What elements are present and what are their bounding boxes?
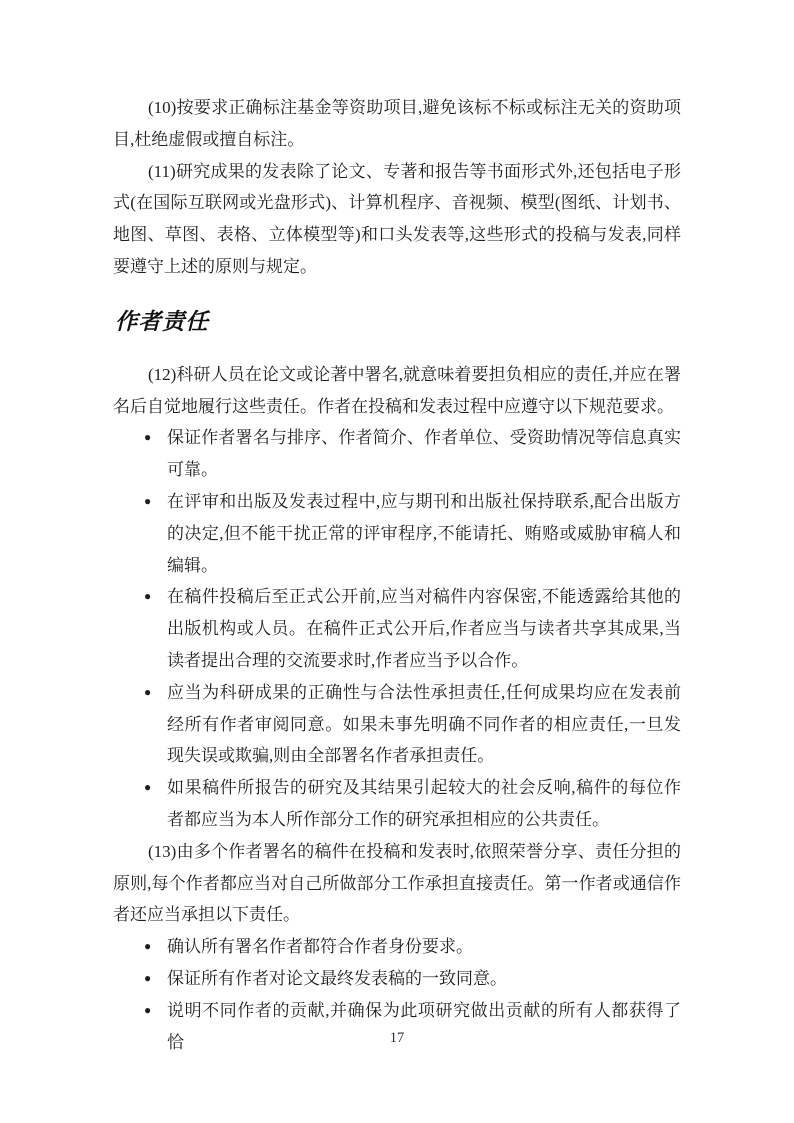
list-item-text: 如果稿件所报告的研究及其结果引起较大的社会反响,稿件的每位作者都应当为本人所作部分工作的研究承担相应的公共责任。 xyxy=(167,778,681,829)
list-item xyxy=(113,677,681,772)
page-number: 17 xyxy=(389,1030,405,1046)
list-item-text: 保证作者署名与排序、作者简介、作者单位、受资助情况等信息真实可靠。 xyxy=(167,428,681,480)
bullet-icon: ● xyxy=(144,939,152,954)
list-item-text: 应当为科研成果的正确性与合法性承担责任,任何成果均应在发表前经所有作者审阅同意。如果未事先明确不同作者的相应责任,一旦发现失误或欺骗,则由全部署名作者承担责任。 xyxy=(167,682,681,766)
section-heading-author-responsibility: 作者责任 xyxy=(115,308,210,334)
bullet-icon: ● xyxy=(144,493,152,508)
author-responsibility-bullet-list xyxy=(113,422,681,835)
paragraph-13: (13)由多个作者署名的稿件在投稿和发表时,依照荣誉分享、责任分担的原则,每个作者都应当对自己所做部分工作承担直接责任。第一作者或通信作者还应当承担以下责任。 xyxy=(113,841,681,925)
list-item-text: 在稿件投稿后至正式公开前,应当对稿件内容保密,不能透露给其他的出版机构或人员。在稿件正式公开后,作者应当与读者共享其成果,当读者提出合理的交流要求时,作者应当予以合作。 xyxy=(167,587,681,670)
list-item xyxy=(113,422,681,486)
bullet-icon: ● xyxy=(144,780,152,795)
paragraph-11: (11)研究成果的发表除了论文、专著和报告等书面形式外,还包括电子形式(在国际互联网或光盘形式)、计算机程序、音视频、模型(图纸、计划书、地图、草图、表格、立体模型等)和口头发表等,这些形式的投稿与发表,同样要遵守上述的原则与规定。 xyxy=(113,161,681,276)
bullet-icon: ● xyxy=(144,430,152,445)
paragraph-10: (10)按要求正确标注基金等资助项目,避免该标不标或标注无关的资助项目,杜绝虚假或擅自标注。 xyxy=(113,98,681,149)
list-item xyxy=(113,772,681,836)
list-item-text: 保证所有作者对论文最终发表稿的一致同意。 xyxy=(167,968,507,988)
list-item-text: 在评审和出版及发表过程中,应与期刊和出版社保持联系,配合出版方的决定,但不能干扰正常的评审程序,不能请托、贿赂或威胁审稿人和编辑。 xyxy=(167,491,681,575)
list-item xyxy=(113,995,681,1059)
page-content xyxy=(113,92,681,1058)
list-item xyxy=(113,963,681,995)
list-item xyxy=(113,486,681,581)
bullet-icon: ● xyxy=(144,589,152,604)
list-item xyxy=(113,931,681,963)
paragraph-12: (12)科研人员在论文或论著中署名,就意味着要担负相应的责任,并应在署名后自觉地履行这些责任。作者在投稿和发表过程中应遵守以下规范要求。 xyxy=(113,364,681,416)
bullet-icon: ● xyxy=(144,1002,152,1017)
bullet-icon: ● xyxy=(144,684,152,699)
list-item xyxy=(113,581,681,676)
bullet-icon: ● xyxy=(144,970,152,985)
list-item-text: 确认所有署名作者都符合作者身份要求。 xyxy=(167,937,473,957)
list-item-text: 说明不同作者的贡献,并确保为此项研究做出贡献的所有人都获得了恰 xyxy=(167,1000,681,1052)
